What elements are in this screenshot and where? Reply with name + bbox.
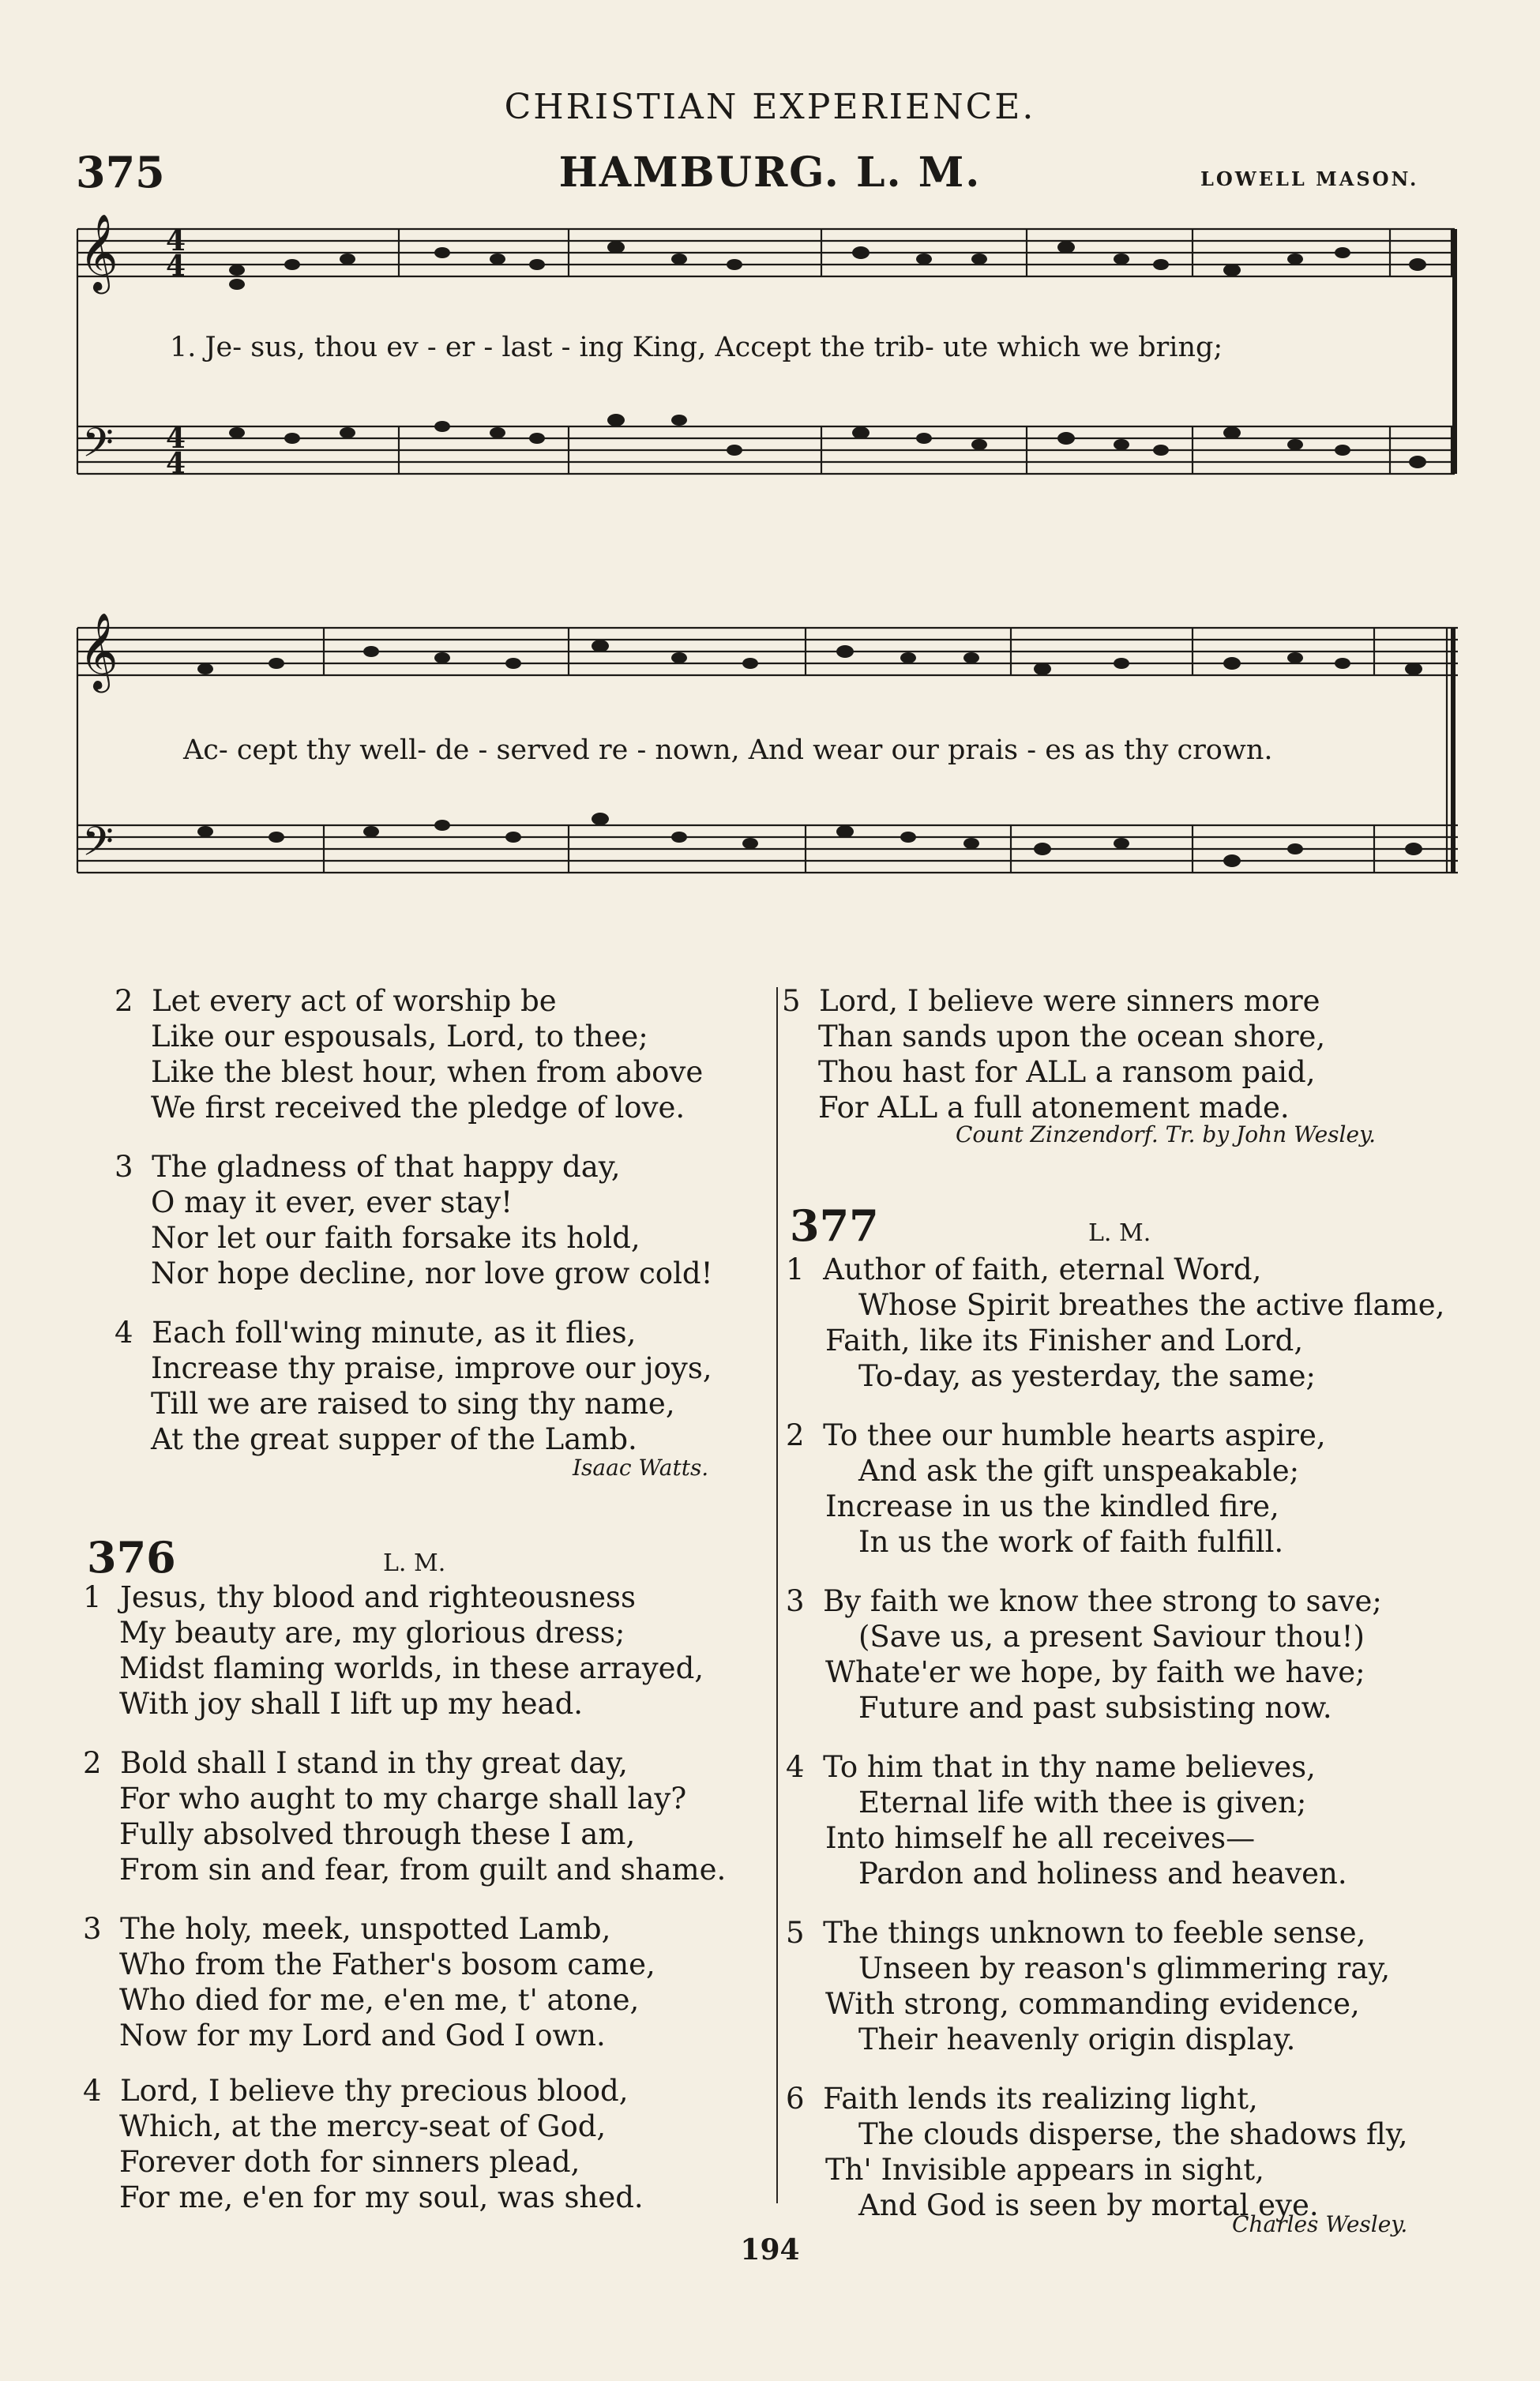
hymn375-stanza-2: 2 Let every act of worship be Like our espousals, Lord, to thee; Like the blest hour, when from above We first received the pledge of love. <box>115 984 704 1125</box>
svg-text:𝄞: 𝄞 <box>79 612 118 689</box>
svg-text:4: 4 <box>166 224 186 257</box>
hymn-number-377: 377 <box>790 1200 879 1251</box>
hymn-number-375: 375 <box>76 147 165 197</box>
hymn376-stanza-2: 2 Bold shall I stand in thy great day, For who aught to my charge shall lay? Fully absolved through these I am, From sin and fear, from guilt and shame. <box>83 1746 727 1887</box>
hymn377-stanza-1: 1 Author of faith, eternal Word, Whose Spirit breathes the active flame, Faith, like its Finisher and Lord, To-day, as yesterday, the same; <box>786 1252 1445 1393</box>
hymn377-stanza-5: 5 The things unknown to feeble sense, Unseen by reason's glimmering ray, With strong, commanding evidence, Their heavenly origin display. <box>786 1916 1391 2056</box>
hymn377-stanza-6: 6 Faith lends its realizing light, The clouds disperse, the shadows fly, Th' Invisible appears in sight, And God is seen by mortal eye. <box>786 2082 1408 2222</box>
hymn377-meter: L. M. <box>1088 1219 1151 1247</box>
lyrics-line-2: Ac- cept thy well- de - served re - nown, And wear our prais - es as thy crown. <box>183 734 1273 766</box>
hymn377-stanza-2: 2 To thee our humble hearts aspire, And ask the gift unspeakable; Increase in us the kindled fire, In us the work of faith fulfill. <box>786 1418 1326 1559</box>
svg-text:4: 4 <box>166 447 186 480</box>
hymn375-attribution: Isaac Watts. <box>573 1455 709 1481</box>
svg-text:𝄢: 𝄢 <box>82 817 114 875</box>
svg-text:4: 4 <box>166 250 186 283</box>
music-system-1 <box>0 213 1540 529</box>
hymn376-stanza-4: 4 Lord, I believe thy precious blood, Which, at the mercy-seat of God, Forever doth for sinners plead, For me, e'en for my soul, was shed. <box>83 2074 644 2214</box>
hymn377-stanza-4: 4 To him that in thy name believes, Eternal life with thee is given; Into himself he all receives— Pardon and holiness and heaven. <box>786 1750 1347 1891</box>
svg-text:4: 4 <box>166 422 186 455</box>
hymn376-stanza-3: 3 The holy, meek, unspotted Lamb, Who from the Father's bosom came, Who died for me, e'en me, t' atone, Now for my Lord and God I own. <box>83 1912 655 2052</box>
hymn377-stanza-3: 3 By faith we know thee strong to save; (Save us, a present Saviour thou!) Whate'er we hope, by faith we have; Future and past subsisting now. <box>786 1584 1382 1725</box>
hymn375-stanza-3: 3 The gladness of that happy day, O may it ever, ever stay! Nor let our faith forsake its hold, Nor hope decline, nor love grow cold! <box>115 1150 713 1290</box>
svg-text:𝄢: 𝄢 <box>82 419 114 476</box>
svg-text:𝄞: 𝄞 <box>79 213 118 291</box>
hymn376-stanza-1: 1 Jesus, thy blood and righteousness My beauty are, my glorious dress; Midst flaming worlds, in these arrayed, With joy shall I lift up my head. <box>83 1580 704 1721</box>
hymn375-stanza-4: 4 Each foll'wing minute, as it flies, Increase thy praise, improve our joys, Till we are raised to sing thy name, At the great supper of the Lamb. <box>115 1316 712 1456</box>
hymn-number-376: 376 <box>87 1532 176 1583</box>
lyrics-line-1: 1. Je- sus, thou ev - er - last - ing King, Accept the trib- ute which we bring; <box>170 332 1223 363</box>
hymn376-attribution: Count Zinzendorf. Tr. by John Wesley. <box>956 1121 1377 1147</box>
composer: LOWELL MASON. <box>1200 167 1419 190</box>
section-heading: CHRISTIAN EXPERIENCE. <box>504 87 1036 127</box>
page-number: 194 <box>740 2233 800 2266</box>
hymn376-stanza-5: 5 Lord, I believe were sinners more Than sands upon the ocean shore, Thou hast for ALL a ransom paid, For ALL a full atonement made. <box>782 984 1326 1125</box>
tune-title: HAMBURG. L. M. <box>558 148 982 197</box>
hymn377-attribution: Charles Wesley. <box>1232 2211 1408 2237</box>
column-divider <box>776 987 778 2203</box>
hymn376-meter: L. M. <box>383 1549 446 1577</box>
